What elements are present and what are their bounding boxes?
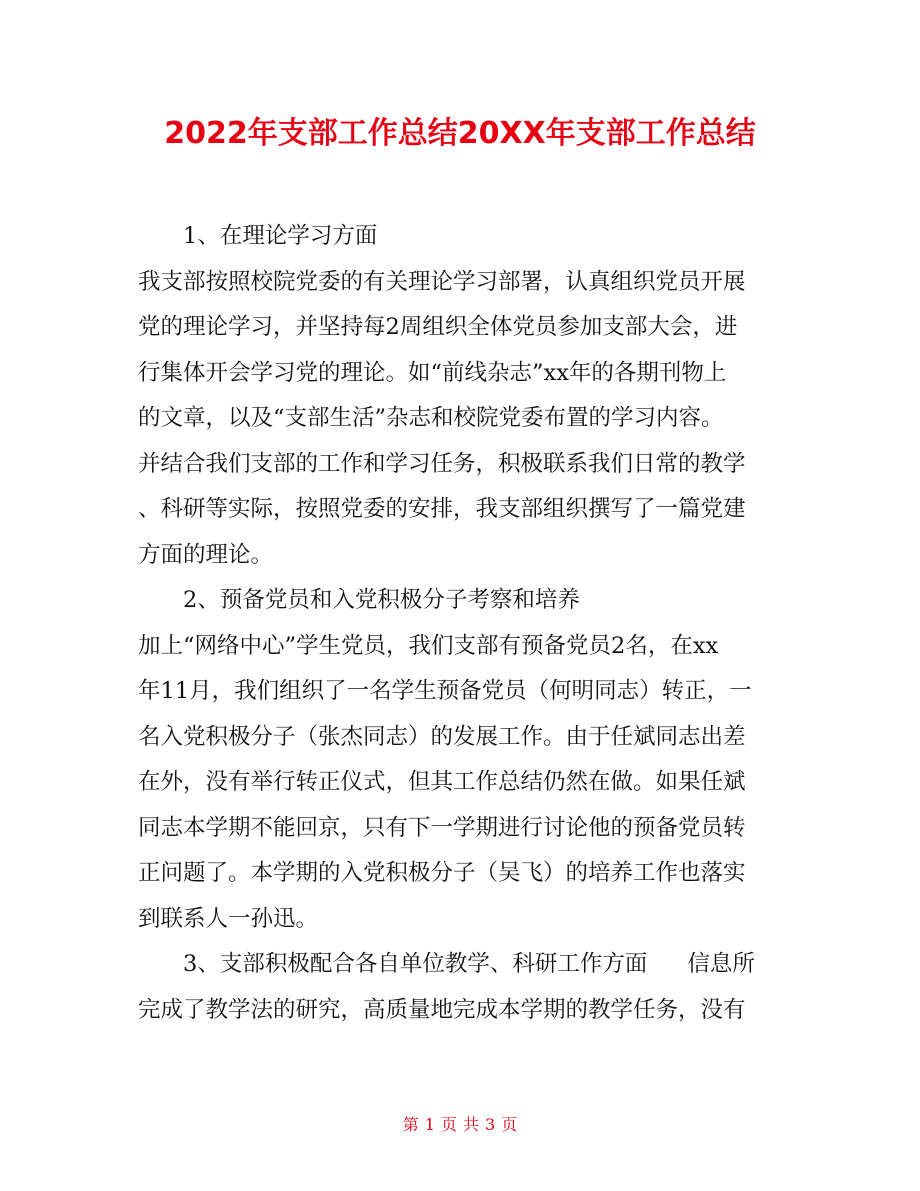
paragraph-line: 党的理论学习，并坚持每2周组织全体党员参加支部大会，进 bbox=[138, 314, 738, 340]
section-heading-2: 2、预备党员和入党积极分子考察和培养 bbox=[183, 587, 580, 613]
section-heading-1: 1、在理论学习方面 bbox=[183, 223, 378, 249]
paragraph-line: 年11月，我们组织了一名学生预备党员（何明同志）转正，一 bbox=[138, 678, 752, 704]
paragraph-line: 行集体开会学习党的理论。如“前线杂志”xx年的各期刊物上 bbox=[138, 359, 727, 386]
paragraph-line: 同志本学期不能回京，只有下一学期进行讨论他的预备党员转 bbox=[138, 814, 746, 841]
paragraph-line: 方面的理论。 bbox=[138, 541, 274, 568]
paragraph-line: 我支部按照校院党委的有关理论学习部署，认真组织党员开展 bbox=[138, 268, 746, 295]
footer-page-number: 1 bbox=[424, 1115, 435, 1134]
page-footer bbox=[0, 1113, 920, 1137]
section-heading-3 bbox=[138, 942, 786, 988]
footer-total-pages: 3 bbox=[485, 1115, 496, 1134]
footer-prefix: 第 bbox=[402, 1115, 419, 1134]
paragraph-line: 到联系人一孙迅。 bbox=[138, 905, 319, 932]
footer-total-prefix: 共 bbox=[463, 1115, 480, 1134]
paragraph-line: 的文章，以及“支部生活”杂志和校院党委布置的学习内容。 bbox=[138, 405, 724, 431]
document-title: 2022年支部工作总结20XX年支部工作总结 bbox=[164, 116, 756, 151]
paragraph-line: 加上“网络中心”学生党员，我们支部有预备党员2名，在xx bbox=[138, 632, 719, 659]
footer-suffix: 页 bbox=[501, 1115, 518, 1134]
paragraph-line: 完成了教学法的研究，高质量地完成本学期的教学任务，没有 bbox=[138, 996, 746, 1023]
paragraph-line: 正问题了。本学期的入党积极分子（吴飞）的培养工作也落实 bbox=[138, 860, 746, 886]
section-heading-3-text: 3、支部积极配合各自单位教学、科研工作方面 bbox=[183, 951, 648, 977]
paragraph-line: 、科研等实际，按照党委的安排，我支部组织撰写了一篇党建 bbox=[138, 496, 746, 522]
paragraph-start: 信息所 bbox=[687, 951, 755, 977]
document-body bbox=[138, 214, 786, 1033]
paragraph-line: 名入党积极分子（张杰同志）的发展工作。由于任斌同志出差 bbox=[138, 723, 746, 750]
footer-middle: 页 bbox=[440, 1115, 457, 1134]
paragraph-line: 并结合我们支部的工作和学习任务，积极联系我们日常的教学 bbox=[138, 450, 746, 477]
paragraph-line: 在外，没有举行转正仪式，但其工作总结仍然在做。如果任斌 bbox=[138, 769, 746, 795]
